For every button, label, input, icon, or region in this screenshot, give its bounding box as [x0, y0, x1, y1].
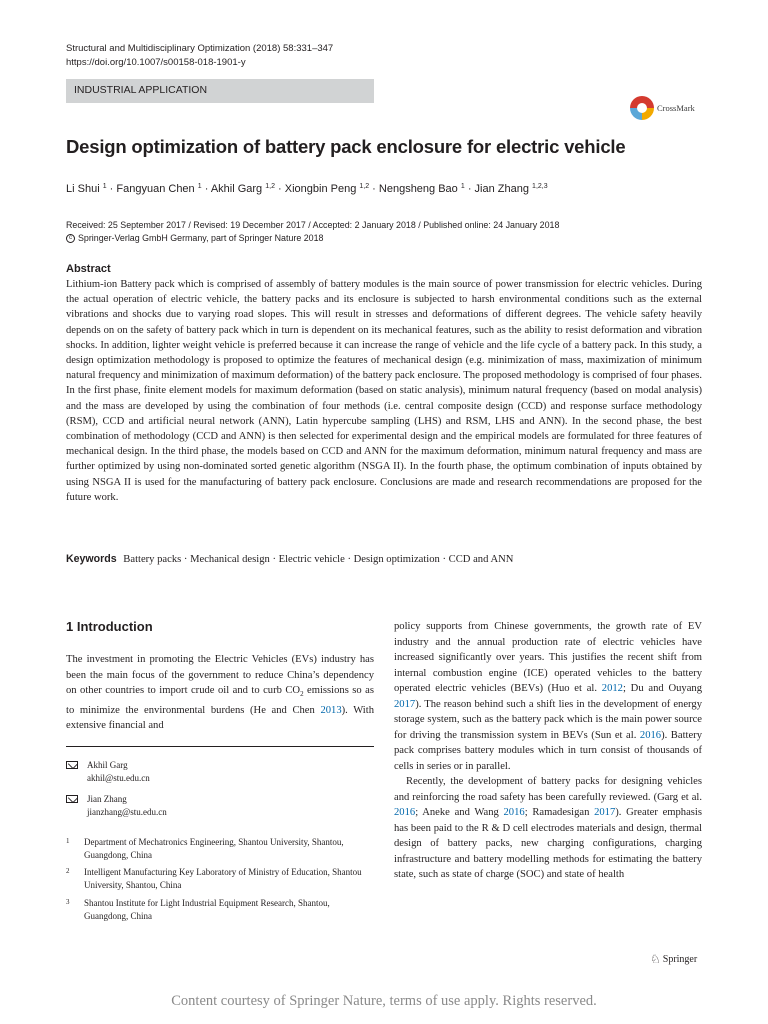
abstract-text: Lithium-ion Battery pack which is comprised of assembly of battery modules is the main source of power transmission for electric vehicles. During the actual operation of electric vehicle, the battery packs and its enclosure is subjected to harsh environmental conditions such as the external vibrations and shocks due to varying road slopes. This will result in stresses and deformations of different degrees. The vehicle safety heavily depends on on the safety of battery pack which in turn is dependent on its mechanical features, such as the ability to resist deformation and vibration shocks. In addition, lighter weight vehicle is preferred because it can increase the range of vehicle and the life cycle of a battery pack. In this study, a design optimization methodology is proposed to optimize the features of mechanical design (e.g. minimization of mass, maximization of minimum natural frequency and minimization of maximum deformation) of the battery pack enclosure. The proposed methodology is comprised of four phases. In the first phase, finite element models for maximum deformation (based on static analysis), minimum natural frequency (based on modal analysis) and the mass are developed by using the combination of four methods (i.e. central composite design (CCD) and response surface methodology (RSM), CCD and artificial neural network (ANN), Latin hypercube sampling (LHS) and RSM, LHS and ANN). In the second phase, the best combination of methodology (CCD and ANN) is then selected for experimental design and the empirical models are formulated for three features of mechanical design. In the third phase, the models based on CCD and ANN for the maximum deformation, minimum natural frequency and mass are further optimized by using non-dominated sorted genetic algorithm (NSGA II). In the fourth phase, the optimum combination of inputs obtained by using NSGA II is used for the manufacturing of battery pack enclosure. Conclusions are made and research recommendations are proposed for the future work.: [66, 279, 702, 503]
contact-entry: [66, 793, 167, 818]
affiliation-entry: [66, 866, 374, 891]
affiliation-number: 3: [66, 898, 70, 906]
author-name[interactable]: Li Shui: [66, 183, 100, 195]
citation-link[interactable]: 2016: [639, 729, 662, 741]
intro-column-right: [394, 619, 702, 883]
author-list: Li Shui $^1$ · Fangyuan Chen $^1$ · Akhil Garg $^{1,2}$ · Xiongbin Peng $^{1,2}$ · Nengsheng Bao $^1$ · Jian Zhang $^{1,2,3}$: [66, 183, 548, 195]
intro-text: ; Ramadesigan: [524, 807, 595, 818]
intro-text: ). Greater emphasis has been paid to the R & D cell electrodes materials and design, thermal design of battery packs, new charging configurations, charging infrastructure and battery modelling methods for estimating the battery state, such as state of charge (SOC) and state of health: [394, 807, 702, 880]
intro-text: policy supports from Chinese governments, the growth rate of EV industry and the annual production rate of electric vehicles have increased significantly over years. This justifies the recent shift from internal combustion engine (ICE) operated vehicles to the battery operated electric vehicles (BEVs) (Huo et al.: [394, 621, 702, 694]
author-name[interactable]: Akhil Garg: [210, 183, 263, 195]
contact-name: Jian Zhang: [87, 794, 127, 804]
author-affiliation: 1,2,3: [532, 183, 548, 190]
author-name[interactable]: Jian Zhang: [474, 183, 529, 195]
intro-text: Recently, the development of battery packs for designing vehicles and reinforcing the road safety has been carefully reviewed. (Garg et al.: [394, 776, 702, 803]
keyword: Mechanical design: [190, 554, 270, 565]
affiliation-text: Intelligent Manufacturing Key Laboratory of Ministry of Education, Shantou University, Shantou, China: [84, 867, 362, 890]
affiliation-text: Department of Mechatronics Engineering, Shantou University, Shantou, Guangdong, China: [84, 837, 344, 860]
citation-link[interactable]: 2012: [601, 683, 623, 694]
keyword: CCD and ANN: [448, 554, 514, 565]
author-affiliation: 1: [197, 183, 202, 190]
journal-citation: Structural and Multidisciplinary Optimization (2018) 58:331–347: [66, 43, 334, 54]
abstract-heading: Abstract: [66, 263, 111, 275]
envelope-icon: [66, 761, 78, 769]
citation-link[interactable]: 2013: [320, 704, 342, 716]
crossmark-icon: [630, 96, 654, 120]
publication-dates: Received: 25 September 2017 / Revised: 19 December 2017 / Accepted: 2 January 2018 / Published online: 24 January 2018: [66, 220, 560, 230]
contact-email[interactable]: jianzhang@stu.edu.cn: [87, 806, 167, 817]
copyright-line: [66, 232, 324, 244]
envelope-icon: [66, 795, 78, 803]
intro-paragraph: [394, 619, 702, 774]
contact-name: Akhil Garg: [87, 760, 128, 770]
contact-entry: [66, 759, 150, 784]
author-affiliation: 1,2: [265, 183, 275, 190]
courtesy-notice: Content courtesy of Springer Nature, terms of use apply. Rights reserved.: [171, 993, 597, 1009]
section-banner: INDUSTRIAL APPLICATION: [66, 79, 374, 103]
copyright-text: Springer-Verlag GmbH Germany, part of Springer Nature 2018: [78, 233, 324, 243]
intro-text: emissions so as to minimize the environmental burdens (He and Chen: [66, 685, 374, 716]
affiliation-text: Shantou Institute for Light Industrial Equipment Research, Shantou, Guangdong, China: [84, 898, 330, 921]
springer-horse-icon: ♘: [650, 952, 661, 966]
author-name[interactable]: Nengsheng Bao: [378, 183, 458, 195]
crossmark-label: CrossMark: [657, 103, 695, 113]
citation-link[interactable]: 2017: [394, 698, 416, 710]
intro-text: ; Du and Ouyang: [622, 683, 702, 694]
affiliation-number: 1: [66, 837, 70, 845]
keywords-label: Keywords: [66, 553, 117, 565]
citation-link[interactable]: 2017: [594, 807, 616, 818]
intro-text: ). The reason behind such a shift lies in the development of energy storage system, such as the battery pack which is the main power source for driving the transmission system in BEVs (Sun et al.: [394, 698, 702, 741]
keyword: Electric vehicle: [278, 554, 345, 565]
affiliation-entry: [66, 836, 374, 861]
keyword: Battery packs: [123, 554, 182, 565]
author-affiliation: 1: [102, 183, 107, 190]
keyword: Design optimization: [353, 554, 440, 565]
publisher-name: Springer: [662, 954, 698, 965]
publisher-logo: [650, 952, 697, 967]
intro-paragraph: [394, 774, 702, 883]
affiliation-entry: [66, 897, 374, 922]
author-name[interactable]: Xiongbin Peng: [284, 183, 357, 195]
intro-text: ). Battery pack comprises battery modules which in turn consist of thousands of cells in series or in parallel.: [394, 729, 702, 772]
author-affiliation: 1,2: [359, 183, 370, 190]
author-name[interactable]: Fangyuan Chen: [116, 183, 195, 195]
affiliation-number: 2: [66, 867, 70, 875]
author-affiliation: 1: [460, 183, 465, 190]
intro-text: The investment in promoting the Electric Vehicles (EVs) industry has been the main focus of the government to reduce China’s dependency on other countries to import crude oil and to curb CO: [66, 654, 374, 696]
keywords-line: Keywords Battery packs · Mechanical design · Electric vehicle · Design optimization · CCD and ANN: [66, 553, 514, 565]
citation-link[interactable]: 2016: [503, 807, 525, 818]
intro-text: ; Aneke and Wang: [415, 807, 504, 818]
footnote-divider: [66, 746, 374, 747]
paper-title: Design optimization of battery pack enclosure for electric vehicle: [66, 136, 626, 157]
intro-paragraph-left: [66, 652, 374, 734]
doi-link[interactable]: https://doi.org/10.1007/s00158-018-1901-y: [66, 57, 246, 68]
crossmark-button[interactable]: [630, 94, 706, 122]
copyright-icon: c: [66, 234, 75, 243]
subscript: 2: [300, 690, 304, 699]
contact-email[interactable]: akhil@stu.edu.cn: [87, 772, 150, 783]
section-heading: 1 Introduction: [66, 619, 153, 634]
citation-link[interactable]: 2016: [394, 807, 416, 818]
intro-text: ). With extensive financial and: [66, 704, 374, 732]
